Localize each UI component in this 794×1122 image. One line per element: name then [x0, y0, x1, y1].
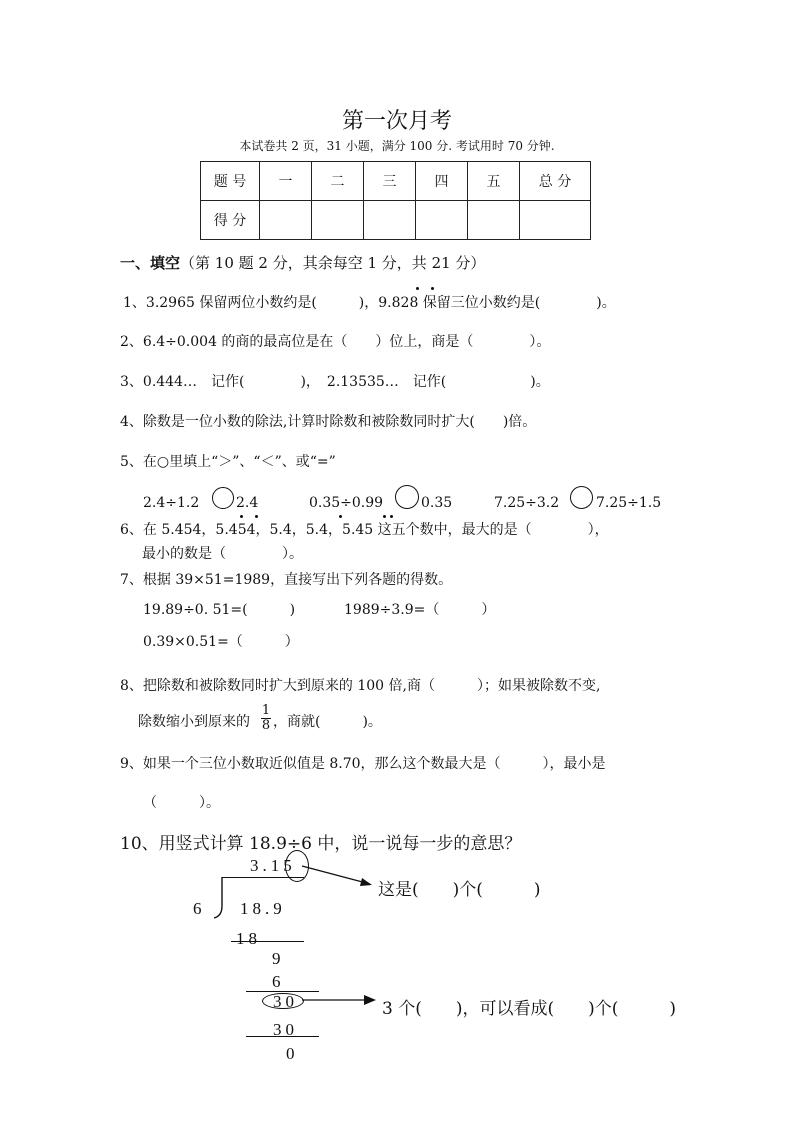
- question-9: 9、如果一个三位小数取近似值是 8.70，那么这个数最大是（ ），最小是: [120, 756, 606, 772]
- question-7b: 1989÷3.9=（ ）: [344, 602, 496, 618]
- division-divisor: 6: [193, 899, 206, 918]
- score-table: [200, 161, 591, 240]
- annotation-2: 3 个( )，可以看成( )个( ): [382, 999, 677, 1019]
- annotation-1: 这是( )个( ): [378, 880, 541, 900]
- compare-left-1: 2.4÷1.2: [143, 495, 200, 511]
- question-8-line-2b: ，商就( )。: [273, 714, 382, 730]
- score-header-cell: 一: [260, 162, 312, 201]
- compare-right-1: 2.4: [236, 495, 259, 511]
- highlight-oval: [262, 993, 304, 1009]
- arrow-icon: [300, 994, 380, 1006]
- division-step-2: 9: [272, 949, 285, 968]
- question-6: 6、在 5.454，5.454，5.4，5.4，5.45 这五个数中，最大的是（ ），: [120, 522, 609, 538]
- arrow-icon: [300, 862, 380, 892]
- recurring-dot: [416, 287, 419, 290]
- score-input-cell[interactable]: [312, 201, 364, 240]
- division-line: [246, 1036, 319, 1037]
- question-9-line-2: （ ）。: [143, 795, 220, 811]
- question-8: 8、把除数和被除数同时扩大到原来的 100 倍,商（ ）；如果被除数不变,: [120, 678, 601, 694]
- question-3: 3、0.444… 记作( )， 2.13535… 记作( )。: [120, 374, 550, 390]
- score-input-cell[interactable]: [520, 201, 591, 240]
- score-header-cell: 总 分: [520, 162, 591, 201]
- division-bracket-line: [222, 877, 304, 878]
- question-7c: 0.39×0.51=（ ）: [143, 634, 299, 650]
- division-dividend: 18.9: [240, 899, 286, 918]
- division-step-6: 0: [286, 1044, 299, 1063]
- fraction-numerator: 1: [261, 703, 271, 718]
- division-step-1: 18: [236, 929, 261, 948]
- score-input-cell[interactable]: [364, 201, 416, 240]
- section-note: （第 10 题 2 分，其余每空 1 分，共 21 分）: [180, 254, 486, 272]
- score-input-cell[interactable]: [416, 201, 468, 240]
- recurring-dot: [339, 515, 342, 518]
- score-header-cell: 四: [416, 162, 468, 201]
- compare-circle[interactable]: [570, 486, 593, 509]
- compare-left-3: 7.25÷3.2: [494, 495, 560, 511]
- recurring-dot: [383, 515, 386, 518]
- score-table-header-row: [201, 162, 591, 201]
- page-title: 第一次月考: [341, 109, 452, 134]
- section-title: 一、填空: [120, 254, 181, 272]
- score-header-cell: 三: [364, 162, 416, 201]
- recurring-dot: [255, 515, 258, 518]
- division-step-3: 6: [272, 972, 285, 991]
- division-bracket-curve: [212, 876, 226, 920]
- question-5: 5、在○里填上“＞”、“＜”、或“=”: [120, 454, 336, 470]
- compare-left-2: 0.35÷0.99: [309, 495, 384, 511]
- recurring-dot: [390, 515, 393, 518]
- exam-info: 本试卷共 2 页，31 小题，满分 100 分. 考试用时 70 分钟.: [239, 139, 555, 153]
- compare-circle[interactable]: [395, 485, 419, 509]
- section-heading: [120, 252, 485, 273]
- score-row-label: 得 分: [201, 201, 260, 240]
- score-table-score-row: [201, 201, 591, 240]
- compare-circle[interactable]: [212, 487, 234, 509]
- recurring-dot: [240, 515, 243, 518]
- fraction-one-eighth: [260, 704, 272, 733]
- question-2: 2、6.4÷0.004 的商的最高位是在（ ）位上，商是（ ）。: [120, 334, 551, 350]
- score-input-cell[interactable]: [260, 201, 312, 240]
- question-1: 1、3.2965 保留两位小数约是( )，9.828 保留三位小数约是( )。: [123, 295, 616, 311]
- question-6-line-2: 最小的数是（ ）。: [142, 546, 303, 562]
- division-line: [231, 941, 304, 942]
- question-7a: 19.89÷0. 51=( ): [143, 602, 296, 618]
- compare-right-2: 0.35: [421, 495, 453, 511]
- question-10: 10、用竖式计算 18.9÷6 中，说一说每一步的意思？: [120, 834, 522, 854]
- recurring-dot: [431, 287, 434, 290]
- score-header-cell: 五: [468, 162, 520, 201]
- question-7: 7、根据 39×51=1989，直接写出下列各题的得数。: [120, 572, 453, 588]
- score-input-cell[interactable]: [468, 201, 520, 240]
- score-header-cell: 二: [312, 162, 364, 201]
- fraction-denominator: 8: [261, 718, 271, 733]
- division-step-5: 30: [273, 1020, 298, 1039]
- division-quotient: 3.15: [250, 856, 296, 875]
- question-4: 4、除数是一位小数的除法,计算时除数和被除数同时扩大( )倍。: [120, 414, 537, 430]
- division-step-4: 30: [273, 992, 298, 1011]
- compare-right-3: 7.25÷1.5: [596, 495, 662, 511]
- score-header-cell: 题 号: [201, 162, 260, 201]
- question-8-line-2a: 除数缩小到原来的: [138, 714, 250, 730]
